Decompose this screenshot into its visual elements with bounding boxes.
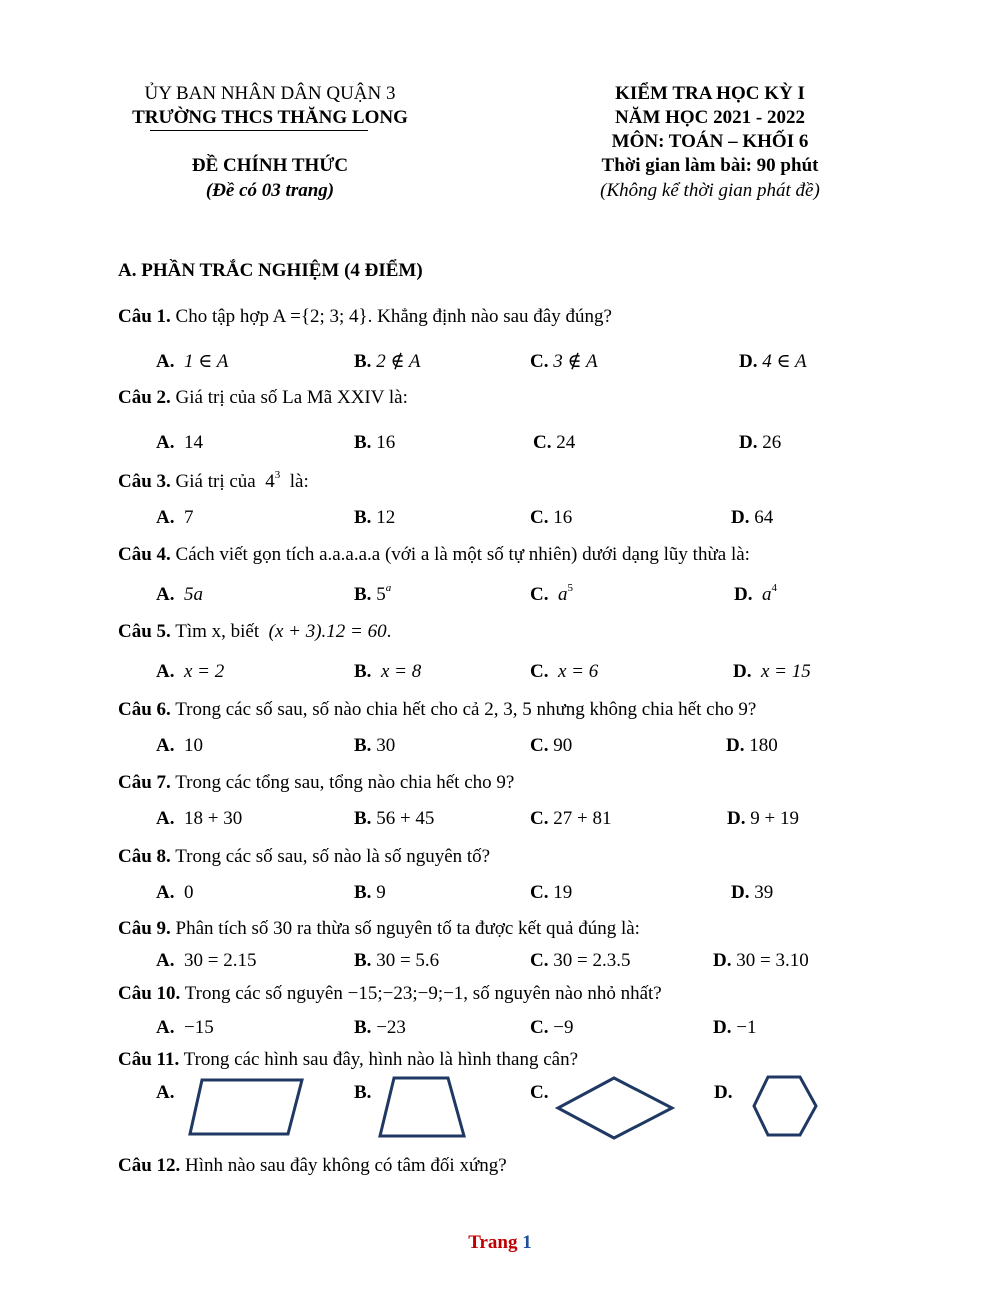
school-year: NĂM HỌC 2021 - 2022 xyxy=(615,107,805,128)
q10-option-c: C. −9 xyxy=(530,1017,574,1038)
q11-option-c-key: C. xyxy=(530,1082,549,1103)
page-count-note: (Đề có 03 trang) xyxy=(205,180,335,201)
q8-option-c: C. 19 xyxy=(530,882,573,903)
question-6 xyxy=(118,699,756,721)
page-footer xyxy=(0,1232,1000,1254)
question-text: Hình nào sau đây không có tâm đối xứng? xyxy=(185,1155,507,1176)
q8-option-d: D. 39 xyxy=(731,882,774,903)
question-label: Câu 9. xyxy=(118,918,171,939)
page-number: 1 xyxy=(522,1232,532,1253)
question-text: Trong các số nguyên −15;−23;−9;−1, số nguyên nào nhỏ nhất? xyxy=(184,983,662,1004)
question-10 xyxy=(118,983,662,1005)
question-text: Trong các tổng sau, tổng nào chia hết cho 9? xyxy=(175,772,515,793)
school-name: TRƯỜNG THCS THĂNG LONG xyxy=(132,107,408,128)
section-title: A. PHẦN TRẮC NGHIỆM (4 ĐIỂM) xyxy=(118,260,423,281)
q4-option-c: C. $a^5$ xyxy=(530,582,573,605)
q8-option-b: B. 9 xyxy=(354,882,386,903)
q7-option-b: B. 56 + 45 xyxy=(354,808,435,829)
question-label: Câu 4. xyxy=(118,544,171,565)
question-4 xyxy=(118,544,750,566)
question-12 xyxy=(118,1155,507,1177)
q3-option-b: B. 12 xyxy=(354,507,396,528)
q2-option-d: D. 26 xyxy=(739,432,782,453)
q9-option-a: A. 30 = 2.15 xyxy=(156,950,257,971)
q1-option-c: C. 3 ∉ A xyxy=(530,351,598,372)
q3-option-c: C. 16 xyxy=(530,507,573,528)
q5-option-a: A. x = 2 xyxy=(156,661,225,682)
q10-option-d: D. −1 xyxy=(713,1017,757,1038)
q1-option-d: D. 4 ∈ A xyxy=(739,351,807,372)
q3-option-d: D. 64 xyxy=(731,507,774,528)
trapezoid-shape xyxy=(378,1076,466,1138)
q5-option-b: B. x = 8 xyxy=(354,661,422,682)
rhombus-shape xyxy=(556,1076,674,1140)
q11-option-b-key: B. xyxy=(354,1082,372,1103)
official-label: ĐỀ CHÍNH THỨC xyxy=(191,155,349,176)
q8-option-a: A. 0 xyxy=(156,882,194,903)
q7-option-a: A. 18 + 30 xyxy=(156,808,243,829)
q4-option-d: D. $a^4$ xyxy=(734,582,777,605)
q11-option-d-key: D. xyxy=(714,1082,733,1103)
question-text: Trong các hình sau đây, hình nào là hình thang cân? xyxy=(183,1049,579,1070)
q2-option-b: B. 16 xyxy=(354,432,396,453)
question-8 xyxy=(118,846,490,868)
q9-option-d: D. 30 = 3.10 xyxy=(713,950,809,971)
question-label: Câu 2. xyxy=(118,387,171,408)
q5-option-c: C. x = 6 xyxy=(530,661,599,682)
time-note: (Không kể thời gian phát đề) xyxy=(600,180,820,201)
q5-option-d: D. x = 15 xyxy=(733,661,811,682)
question-label: Câu 1. xyxy=(118,306,171,327)
q10-option-a: A. −15 xyxy=(156,1017,214,1038)
question-1 xyxy=(118,306,612,328)
q7-option-d: D. 9 + 19 xyxy=(727,808,799,829)
q2-option-a: A. 14 xyxy=(156,432,203,453)
question-text: Giá trị của số La Mã XXIV là: xyxy=(175,387,408,408)
question-text: Cách viết gọn tích a.a.a.a.a (với a là một số tự nhiên) dưới dạng lũy thừa là: xyxy=(175,544,750,565)
question-label: Câu 10. xyxy=(118,983,181,1004)
question-3: Câu 3. Giá trị của $4^3$ là: xyxy=(118,469,309,492)
q6-option-b: B. 30 xyxy=(354,735,396,756)
parallelogram-shape xyxy=(188,1078,306,1136)
question-text: Trong các số sau, số nào chia hết cho cả 2, 3, 5 nhưng không chia hết cho 9? xyxy=(175,699,757,720)
question-expression: (x + 3).12 = 60 xyxy=(268,621,387,642)
question-text: Trong các số sau, số nào là số nguyên tố? xyxy=(175,846,491,867)
question-label: Câu 11. xyxy=(118,1049,180,1070)
header-divider xyxy=(150,130,368,131)
question-2 xyxy=(118,387,408,409)
q4-option-b: B. 5$^a$ xyxy=(354,582,392,605)
q11-option-a-key: A. xyxy=(156,1082,175,1103)
question-text: Phân tích số 30 ra thừa số nguyên tố ta được kết quả đúng là: xyxy=(175,918,640,939)
q9-option-b: B. 30 = 5.6 xyxy=(354,950,440,971)
question-label: Câu 6. xyxy=(118,699,171,720)
q10-option-b: B. −23 xyxy=(354,1017,406,1038)
hexagon-shape xyxy=(752,1075,818,1137)
q6-option-a: A. 10 xyxy=(156,735,203,756)
question-11 xyxy=(118,1049,578,1071)
subject-line: MÔN: TOÁN – KHỐI 6 xyxy=(611,131,809,152)
question-7 xyxy=(118,772,514,794)
q6-option-d: D. 180 xyxy=(726,735,778,756)
question-9 xyxy=(118,918,640,940)
question-5: Câu 5. Tìm x, biết (x + 3).12 = 60. xyxy=(118,621,392,642)
q7-option-c: C. 27 + 81 xyxy=(530,808,612,829)
q3-option-a: A. 7 xyxy=(156,507,194,528)
question-label: Câu 8. xyxy=(118,846,171,867)
question-text: Cho tập hợp A ={2; 3; 4}. Khẳng định nào sau đây đúng? xyxy=(175,306,612,327)
q1-option-a: A. 1 ∈ A xyxy=(156,351,229,372)
question-label: Câu 12. xyxy=(118,1155,181,1176)
q6-option-c: C. 90 xyxy=(530,735,573,756)
q1-option-b: B. 2 ∉ A xyxy=(354,351,421,372)
q9-option-c: C. 30 = 2.3.5 xyxy=(530,950,631,971)
question-label: Câu 3. xyxy=(118,471,171,492)
page-word: Trang xyxy=(468,1232,518,1253)
issuer-line: ỦY BAN NHÂN DÂN QUẬN 3 xyxy=(144,83,396,104)
q2-option-c: C. 24 xyxy=(533,432,576,453)
exam-title: KIỂM TRA HỌC KỲ I xyxy=(615,83,805,104)
question-label: Câu 5. xyxy=(118,621,171,642)
question-label: Câu 7. xyxy=(118,772,171,793)
q4-option-a: A. 5a xyxy=(156,584,203,605)
time-limit: Thời gian làm bài: 90 phút xyxy=(601,155,819,176)
